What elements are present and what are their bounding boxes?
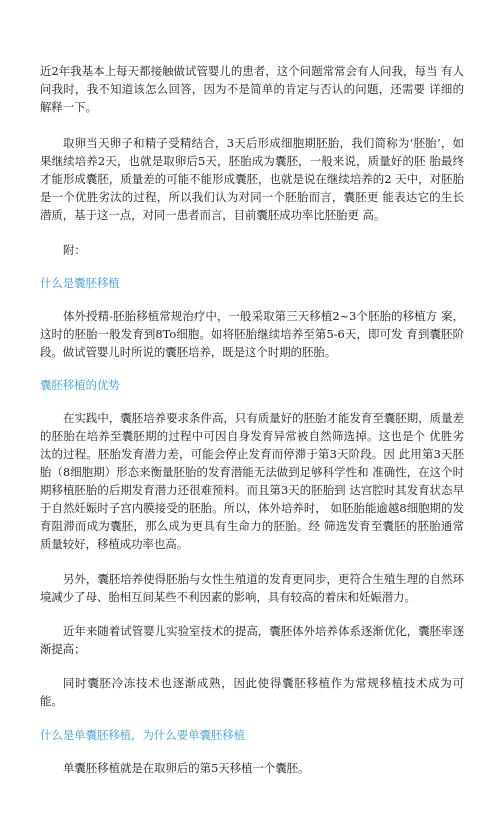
synchronization-paragraph: 另外，囊胚培养使得胚胎与女性生殖道的发育更同步，更符合生殖生理的自然环境减少了母、胎相互间某些不利因素的影响，具有较高的着床和妊娠潜力。 [40,572,464,604]
freezing-technology-paragraph: 同时囊胚冷冻技术也逐渐成熟，因此使得囊胚移植作为常规移植技术成为可 能。 [40,676,464,708]
advantages-paragraph: 在实践中，囊胚培养要求条件高，只有质量好的胚胎才能发育至囊胚期，质量差的胚胎在培养至囊胚期的过程中可因自身发育异常被自然筛选掉。这也是个 优胜劣汰的过程。胚胎发育潜力差，可能会停止发育而停滞于第3天阶段。因 此用第3天胚胎（8细胞期）形态来衡量胚胎的发育潜能无法做到足够科学性和 准确性，在这个时期移植胚胎的后期发育潜力还很难预料。而且第3天的胚胎到 达宫腔时其发育状态早于自然妊娠时子宫内膜接受的胚胎。所以，体外培养时， 如胚胎能逾越8细胞期的发育阻滞而成为囊胚，那么成为更具有生命力的胚胎。经 筛选发育至囊胚的胚胎通常质量较好，移植成功率也高。 [40,411,464,551]
intro-paragraph: 近2年我基本上每天都接触做试管婴儿的患者，这个问题常常会有人问我，每当 有人问我时，我不知道该怎么回答，因为不是简单的肯定与否认的问题，还需要 详细的解释一下。 [40,64,464,114]
blastocyst-definition-paragraph: 体外授精-胚胎移植常规治疗中，一般采取第三天移植2~3个胚胎的移植方 案，这时的胚胎一般发育到8To细胞。如将胚胎继续培养至第5-6天，即可发 育到囊胚阶段。做试管婴儿时所说的囊胚培养，既是这个时期的胚胎。 [40,309,464,359]
lab-technology-paragraph: 近年来随着试管婴儿实验室技术的提高，囊胚体外培养体系逐渐优化，囊胚率逐渐提高； [40,624,464,656]
embryo-vs-blastocyst-paragraph: 取卵当天卵子和精子受精结合，3天后形成细胞期胚胎，我们简称为‘胚胎’，如果继续培养2天，也就是取卵后5天，胚胎成为囊胚，一般来说，质量好的胚 胎最终才能形成囊胚，质量差的可能不能形成囊胚，也就是说在继续培养的2 天中，对胚胎是一个优胜劣汰的过程，所以我们认为对同一个胚胎而言，囊胚更 能表达它的生长潜质，基于这一点，对同一患者而言，目前囊胚成功率比胚胎更 高。 [40,136,464,222]
section-heading-single-blastocyst-transfer: 什么是单囊胚移植，为什么要单囊胚移植 [40,728,246,742]
document-body [40,62,464,777]
section-heading-what-is-blastocyst-transfer: 什么是囊胚移植 [40,276,120,290]
appendix-label: 附： [63,243,86,257]
section-heading-advantages: 囊胚移植的优势 [40,378,120,392]
single-blastocyst-definition-paragraph: 单囊胚移植就是在取卵后的第5天移植一个囊胚。 [63,761,310,775]
